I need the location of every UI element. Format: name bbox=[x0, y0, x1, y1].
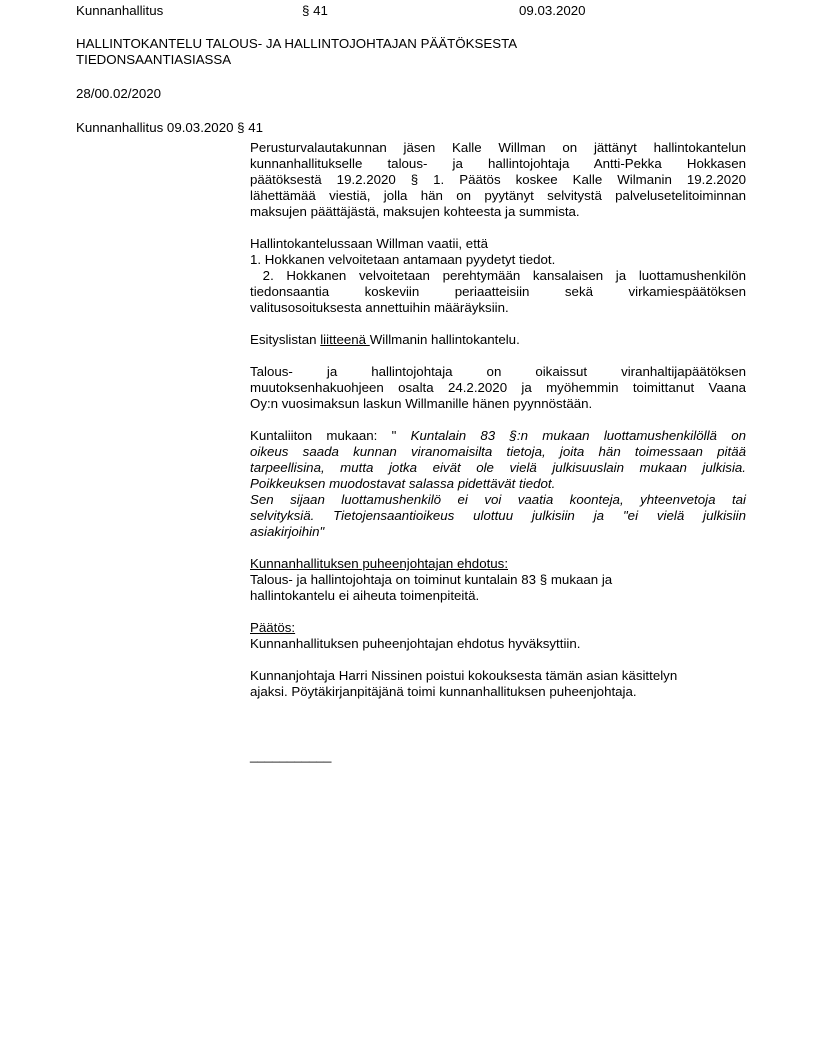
paragraph-complaint-intro: Perusturvalautakunnan jäsen Kalle Willman on jättänyt hallintokantelun kunnanhallitukselle talous- ja hallintojohtaja Antti-Pekka Hokkasen päätöksestä 19.2.2020 § 1. Päätös koskee Kalle Wilmanin 19.2.2020 lähettämää viestiä, jolla hän on pyytänyt selvitystä palvelusetelitoiminnan maksujen päättäjästä, maksujen kohteesta ja summista. bbox=[250, 140, 746, 219]
section-decision bbox=[250, 620, 746, 652]
paragraph-demands: Hallintokantelussaan Willman vaatii, että 1. Hokkanen velvoitetaan antamaan pyydetyt tiedot. 2. Hokkanen velvoitetaan perehtymään kansalaisen ja luottamushenkilön tiedonsaantia koskeviin periaatteisiin sekä virkamiespäätöksen valitusosoituksesta annettuihin määräyksiin. bbox=[250, 236, 746, 315]
document-title bbox=[76, 36, 696, 68]
quote-italic-start: Kuntalain 83 §:n mukaan luottamushenkilöllä on bbox=[410, 428, 746, 443]
decision-text: Kunnanhallituksen puheenjohtajan ehdotus hyväksyttiin. bbox=[250, 636, 581, 651]
header-org: Kunnanhallitus bbox=[76, 3, 164, 18]
signature-separator-line: ___________ bbox=[250, 748, 332, 763]
paragraph-closing-note: Kunnanjohtaja Harri Nissinen poistui kokouksesta tämän asian käsittelyn ajaksi. Pöytäkirjanpitäjänä toimi kunnanhallituksen puheenjohtaja. bbox=[250, 668, 678, 699]
document-body bbox=[250, 140, 746, 764]
attachment-text-pre: Esityslistan bbox=[250, 332, 321, 347]
chair-proposal-heading: Kunnanhallituksen puheenjohtajan ehdotus: bbox=[250, 556, 509, 571]
header-date: 09.03.2020 bbox=[519, 3, 586, 18]
header-section: § 41 bbox=[302, 3, 328, 18]
attachment-text-underlined: liitteenä bbox=[320, 332, 370, 347]
paragraph-kuntaliitto-quote: Kuntaliiton mukaan: " Kuntalain 83 §:n mukaan luottamushenkilöllä on oikeus saada kunnan viranomaisilta tietoja, joita hän toimessaan pitää tarpeellisina, mutta jotka eivät ole vielä julkisuuslain mukaan julkisia. Poikkeuksen muodostavat salassa pidettävät tiedot. Sen sijaan luottamushenkilö ei voi vaatia koonteja, yhteenvetoja tai selvityksiä. Tietojensaantioikeus ulottuu julkisiin ja "ei vielä julkisiin asiakirjoihin" bbox=[250, 428, 746, 539]
section-reference: Kunnanhallitus 09.03.2020 § 41 bbox=[76, 120, 264, 135]
case-number: 28/00.02/2020 bbox=[76, 86, 162, 101]
paragraph-correction: Talous- ja hallintojohtaja on oikaissut viranhaltijapäätöksen muutoksenhakuohjeen osalta 24.2.2020 ja myöhemmin toimittanut Vaana Oy:n vuosimaksun laskun Willmanille hänen pyynnöstään. bbox=[250, 364, 746, 411]
decision-heading: Päätös: bbox=[250, 620, 296, 635]
document-title-line1: HALLINTOKANTELU TALOUS- JA HALLINTOJOHTAJAN PÄÄTÖKSESTA bbox=[76, 36, 518, 51]
quote-lead-in: Kuntaliiton mukaan: " bbox=[250, 428, 411, 443]
paragraph-attachment bbox=[250, 332, 746, 348]
document-title-line2: TIEDONSAANTIASIASSA bbox=[76, 52, 232, 67]
section-chair-proposal: Kunnanhallituksen puheenjohtajan ehdotus: Talous- ja hallintojohtaja on toiminut kuntalain 83 § mukaan ja hallintokantelu ei aiheuta toimenpiteitä. bbox=[250, 556, 746, 604]
attachment-text-post: Willmanin hallintokantelu. bbox=[369, 332, 520, 347]
